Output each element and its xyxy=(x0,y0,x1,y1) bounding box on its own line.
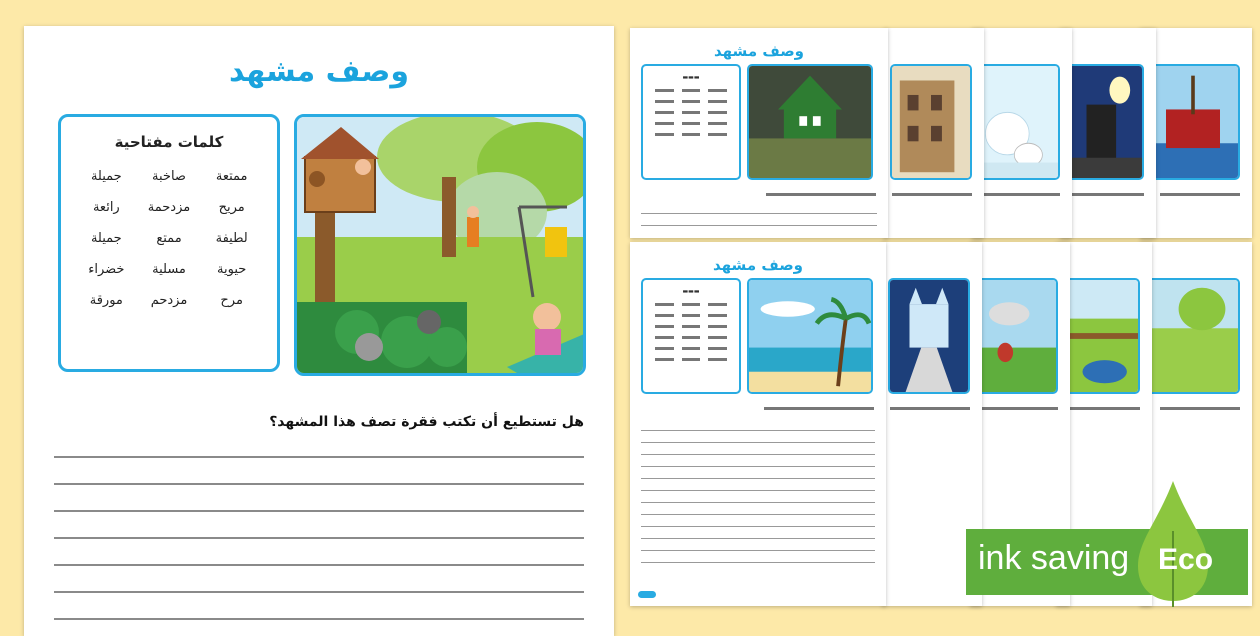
writing-line xyxy=(54,537,584,539)
prompt-line xyxy=(980,193,1060,196)
flying-scene-thumbnail xyxy=(976,278,1058,394)
ink-saving-label: ink saving xyxy=(978,539,1130,577)
writing-line xyxy=(54,564,584,566)
writing-line xyxy=(641,526,875,527)
mini-keywords-box xyxy=(641,64,741,180)
beach-thumbnail xyxy=(747,278,873,394)
park-scene-illustration xyxy=(294,114,586,376)
writing-prompt: هل تستطيع أن تكتب فقرة تصف هذا المشهد؟ xyxy=(269,414,584,430)
prompt-line xyxy=(890,407,970,410)
writing-line xyxy=(641,514,875,515)
preview-page-top-3 xyxy=(972,28,1072,238)
keywords-grid xyxy=(75,169,263,308)
writing-line xyxy=(641,562,875,563)
keywords-title: كلمات مفتاحية xyxy=(114,133,224,151)
keyword: ممتعة xyxy=(215,169,248,184)
writing-line xyxy=(54,618,584,620)
writing-line xyxy=(641,490,875,491)
prompt-line xyxy=(764,407,874,410)
haunted-castle-thumbnail xyxy=(1066,64,1144,180)
prompt-line xyxy=(978,407,1058,410)
writing-line xyxy=(641,213,877,214)
old-house-thumbnail xyxy=(890,64,972,180)
preview-page-top-2 xyxy=(884,28,984,238)
pirate-ship-thumbnail xyxy=(1146,64,1240,180)
main-worksheet xyxy=(24,26,614,636)
keyword: مرح xyxy=(220,293,243,308)
prompt-line xyxy=(1160,407,1240,410)
keyword: مزدحمة xyxy=(147,200,191,215)
writing-line xyxy=(641,466,875,467)
keyword: لطيفة xyxy=(215,231,248,246)
worksheet-title: وصف مشهد xyxy=(228,54,410,89)
ice-castle-thumbnail xyxy=(888,278,970,394)
writing-line xyxy=(641,430,875,431)
writing-line xyxy=(54,510,584,512)
mini-keywords-title: ▬▬▬ xyxy=(682,74,700,81)
mini-title: وصف مشهد xyxy=(712,256,804,274)
keyword: مورقة xyxy=(89,293,123,308)
preview-page-top-1 xyxy=(630,28,888,238)
park-scene-svg xyxy=(297,117,586,376)
keyword: ممتع xyxy=(156,231,182,246)
prompt-line xyxy=(892,193,972,196)
keyword: مريح xyxy=(218,200,245,215)
prompt-line xyxy=(1060,407,1140,410)
writing-line xyxy=(641,225,877,226)
arctic-scene-thumbnail xyxy=(978,64,1060,180)
keyword: جميلة xyxy=(90,169,122,184)
writing-line xyxy=(641,550,875,551)
mini-keywords-box xyxy=(641,278,741,394)
writing-line xyxy=(641,538,875,539)
keyword: مزدحم xyxy=(150,293,188,308)
mini-keywords-title: ▬▬▬ xyxy=(682,288,700,295)
prompt-line xyxy=(766,193,876,196)
eco-label: Eco xyxy=(1158,543,1214,576)
preview-page-top-4 xyxy=(1060,28,1156,238)
writing-line xyxy=(641,442,875,443)
keyword: مسلية xyxy=(152,262,186,277)
park-thumbnail xyxy=(1146,278,1240,394)
writing-line xyxy=(641,502,875,503)
mini-title: وصف مشهد xyxy=(713,42,805,60)
keyword: حيوية xyxy=(217,262,247,277)
zoo-thumbnail xyxy=(1062,278,1140,394)
writing-line xyxy=(641,454,875,455)
writing-line xyxy=(54,483,584,485)
keyword: صاخبة xyxy=(152,169,186,184)
keyword: رائعة xyxy=(92,200,120,215)
forest-cabin-thumbnail xyxy=(747,64,873,180)
preview-page-top-5 xyxy=(1140,28,1252,238)
prompt-line xyxy=(1160,193,1240,196)
ink-saving-badge xyxy=(966,529,1248,595)
keywords-box xyxy=(58,114,280,372)
prompt-line xyxy=(1064,193,1144,196)
twinkl-logo-icon xyxy=(638,591,656,598)
preview-page-bottom-1 xyxy=(630,242,886,606)
keyword: خضراء xyxy=(88,262,125,277)
writing-line xyxy=(54,591,584,593)
keyword: جميلة xyxy=(90,231,122,246)
writing-line xyxy=(54,456,584,458)
writing-line xyxy=(641,478,875,479)
